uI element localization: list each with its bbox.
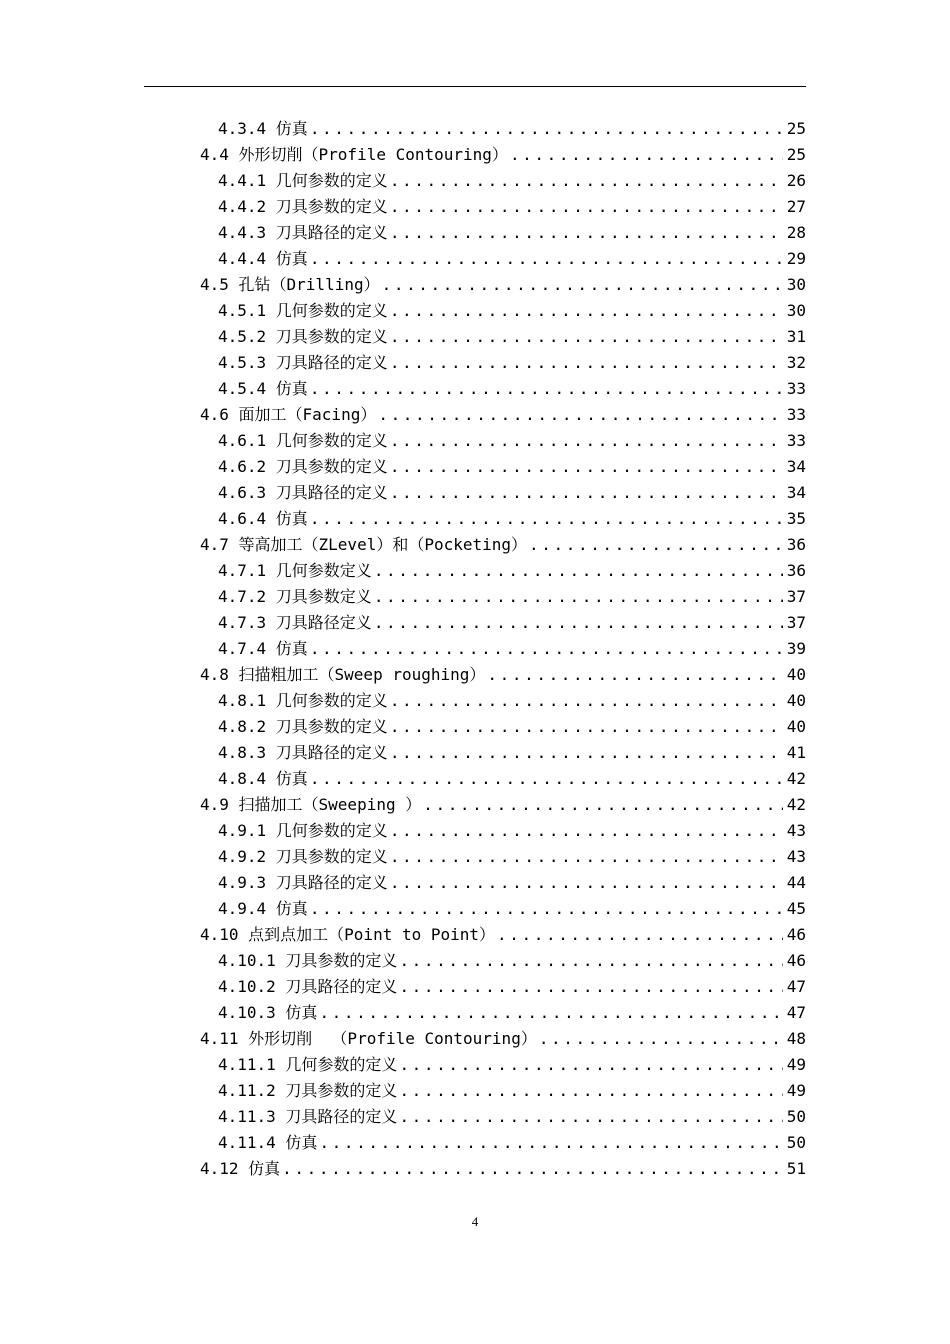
toc-dot-leader bbox=[282, 1156, 783, 1182]
toc-entry[interactable] bbox=[200, 974, 806, 1000]
toc-entry-title: 4.8.3 刀具路径的定义 bbox=[218, 743, 388, 762]
toc-entry[interactable] bbox=[200, 272, 806, 298]
toc-dot-leader bbox=[399, 1104, 782, 1130]
toc-entry-page: 40 bbox=[786, 691, 806, 710]
toc-entry-title: 4.8.2 刀具参数的定义 bbox=[218, 717, 388, 736]
toc-entry-page: 49 bbox=[786, 1081, 806, 1100]
toc-entry-page: 46 bbox=[786, 951, 806, 970]
toc-entry-page: 33 bbox=[786, 405, 806, 424]
toc-entry[interactable] bbox=[200, 558, 806, 584]
toc-entry[interactable] bbox=[200, 948, 806, 974]
toc-dot-leader bbox=[310, 116, 783, 142]
toc-dot-leader bbox=[399, 948, 782, 974]
toc-dot-leader bbox=[390, 480, 783, 506]
toc-entry-page: 30 bbox=[786, 301, 806, 320]
toc-entry-title: 4.10.2 刀具路径的定义 bbox=[218, 977, 398, 996]
toc-entry-page: 32 bbox=[786, 353, 806, 372]
toc-entry[interactable] bbox=[200, 792, 806, 818]
toc-entry-title: 4.6.4 仿真 bbox=[218, 509, 308, 528]
toc-entry[interactable] bbox=[200, 1078, 806, 1104]
toc-entry[interactable] bbox=[200, 740, 806, 766]
toc-entry[interactable] bbox=[200, 402, 806, 428]
toc-dot-leader bbox=[399, 1052, 782, 1078]
toc-entry[interactable] bbox=[200, 766, 806, 792]
toc-entry-title: 4.9 扫描加工（Sweeping ） bbox=[200, 795, 422, 814]
toc-entry-page: 43 bbox=[786, 821, 806, 840]
toc-entry[interactable] bbox=[200, 1000, 806, 1026]
toc-entry-title: 4.5.4 仿真 bbox=[218, 379, 308, 398]
toc-entry[interactable] bbox=[200, 1026, 806, 1052]
toc-entry[interactable] bbox=[200, 194, 806, 220]
toc-entry[interactable] bbox=[200, 220, 806, 246]
toc-dot-leader bbox=[497, 922, 783, 948]
toc-entry-title: 4.3.4 仿真 bbox=[218, 119, 308, 138]
toc-dot-leader bbox=[310, 636, 783, 662]
toc-entry[interactable] bbox=[200, 584, 806, 610]
page-number: 4 bbox=[471, 1214, 479, 1229]
toc-dot-leader bbox=[374, 558, 783, 584]
toc-dot-leader bbox=[310, 376, 783, 402]
toc-entry[interactable] bbox=[200, 480, 806, 506]
toc-entry[interactable] bbox=[200, 168, 806, 194]
toc-dot-leader bbox=[390, 428, 783, 454]
toc-dot-leader bbox=[319, 1000, 782, 1026]
toc-dot-leader bbox=[310, 246, 783, 272]
toc-dot-leader bbox=[378, 402, 782, 428]
toc-entry-title: 4.6.1 几何参数的定义 bbox=[218, 431, 388, 450]
toc-entry-page: 34 bbox=[786, 457, 806, 476]
toc-entry-page: 39 bbox=[786, 639, 806, 658]
toc-entry-page: 44 bbox=[786, 873, 806, 892]
toc-entry-page: 47 bbox=[786, 1003, 806, 1022]
toc-entry-page: 42 bbox=[786, 795, 806, 814]
toc-dot-leader bbox=[390, 324, 783, 350]
toc-dot-leader bbox=[529, 532, 783, 558]
toc-entry-title: 4.9.2 刀具参数的定义 bbox=[218, 847, 388, 866]
toc-entry[interactable] bbox=[200, 870, 806, 896]
toc-entry-title: 4.6.3 刀具路径的定义 bbox=[218, 483, 388, 502]
toc-entry[interactable] bbox=[200, 506, 806, 532]
toc-entry-page: 30 bbox=[786, 275, 806, 294]
toc-dot-leader bbox=[390, 844, 783, 870]
toc-entry[interactable] bbox=[200, 116, 806, 142]
toc-entry-page: 33 bbox=[786, 431, 806, 450]
toc-entry[interactable] bbox=[200, 1052, 806, 1078]
toc-entry-page: 36 bbox=[786, 561, 806, 580]
toc-entry[interactable] bbox=[200, 246, 806, 272]
toc-dot-leader bbox=[374, 610, 783, 636]
toc-entry[interactable] bbox=[200, 636, 806, 662]
toc-entry-page: 33 bbox=[786, 379, 806, 398]
toc-entry[interactable] bbox=[200, 688, 806, 714]
toc-entry-page: 37 bbox=[786, 613, 806, 632]
header-rule bbox=[144, 86, 806, 87]
toc-entry[interactable] bbox=[200, 1130, 806, 1156]
toc-entry[interactable] bbox=[200, 1104, 806, 1130]
toc-entry-page: 31 bbox=[786, 327, 806, 346]
toc-entry-title: 4.9.4 仿真 bbox=[218, 899, 308, 918]
toc-entry[interactable] bbox=[200, 298, 806, 324]
toc-entry-page: 42 bbox=[786, 769, 806, 788]
toc-entry-title: 4.10.3 仿真 bbox=[218, 1003, 318, 1022]
toc-dot-leader bbox=[390, 818, 783, 844]
toc-entry-page: 41 bbox=[786, 743, 806, 762]
toc-entry[interactable] bbox=[200, 1156, 806, 1182]
toc-dot-leader bbox=[390, 298, 783, 324]
toc-entry-title: 4.7.1 几何参数定义 bbox=[218, 561, 372, 580]
toc-entry-page: 40 bbox=[786, 665, 806, 684]
toc-entry-title: 4.9.1 几何参数的定义 bbox=[218, 821, 388, 840]
toc-entry-title: 4.11.4 仿真 bbox=[218, 1133, 318, 1152]
toc-dot-leader bbox=[390, 714, 783, 740]
toc-entry-title: 4.10.1 刀具参数的定义 bbox=[218, 951, 398, 970]
toc-entry-page: 50 bbox=[786, 1107, 806, 1126]
toc-dot-leader bbox=[382, 272, 783, 298]
toc-dot-leader bbox=[399, 1078, 782, 1104]
toc-entry-title: 4.12 仿真 bbox=[200, 1159, 281, 1178]
toc-entry-title: 4.7.4 仿真 bbox=[218, 639, 308, 658]
toc-entry[interactable] bbox=[200, 662, 806, 688]
toc-dot-leader bbox=[310, 896, 783, 922]
toc-entry[interactable] bbox=[200, 532, 806, 558]
toc-dot-leader bbox=[390, 870, 783, 896]
toc-entry-page: 45 bbox=[786, 899, 806, 918]
toc-dot-leader bbox=[423, 792, 783, 818]
toc-dot-leader bbox=[510, 142, 783, 168]
toc-entry-title: 4.8.1 几何参数的定义 bbox=[218, 691, 388, 710]
toc-entry-page: 36 bbox=[786, 535, 806, 554]
toc-dot-leader bbox=[539, 1026, 783, 1052]
toc-entry-page: 29 bbox=[786, 249, 806, 268]
toc-entry-page: 48 bbox=[786, 1029, 806, 1048]
toc-entry-title: 4.4.4 仿真 bbox=[218, 249, 308, 268]
toc-entry[interactable] bbox=[200, 454, 806, 480]
toc-entry-title: 4.4 外形切削（Profile Contouring） bbox=[200, 145, 508, 164]
toc-entry-page: 50 bbox=[786, 1133, 806, 1152]
toc-entry-page: 34 bbox=[786, 483, 806, 502]
toc-entry-title: 4.6 面加工（Facing） bbox=[200, 405, 377, 424]
toc-entry-title: 4.5.2 刀具参数的定义 bbox=[218, 327, 388, 346]
toc-entry-title: 4.4.2 刀具参数的定义 bbox=[218, 197, 388, 216]
toc-entry-page: 28 bbox=[786, 223, 806, 242]
toc-entry[interactable] bbox=[200, 376, 806, 402]
toc-dot-leader bbox=[390, 454, 783, 480]
toc-entry-title: 4.5.1 几何参数的定义 bbox=[218, 301, 388, 320]
toc-entry-page: 40 bbox=[786, 717, 806, 736]
toc-dot-leader bbox=[390, 688, 783, 714]
toc-entry-page: 47 bbox=[786, 977, 806, 996]
toc-entry-title: 4.5.3 刀具路径的定义 bbox=[218, 353, 388, 372]
toc-entry-title: 4.11.1 几何参数的定义 bbox=[218, 1055, 398, 1074]
toc-dot-leader bbox=[310, 506, 783, 532]
toc-entry-page: 43 bbox=[786, 847, 806, 866]
toc-entry-title: 4.5 孔钻（Drilling） bbox=[200, 275, 380, 294]
toc-dot-leader bbox=[487, 662, 782, 688]
toc-entry[interactable] bbox=[200, 142, 806, 168]
toc-entry-page: 49 bbox=[786, 1055, 806, 1074]
toc-entry[interactable] bbox=[200, 844, 806, 870]
toc-dot-leader bbox=[319, 1130, 782, 1156]
toc-entry-title: 4.7 等高加工（ZLevel）和（Pocketing） bbox=[200, 535, 528, 554]
toc-entry-title: 4.8 扫描粗加工（Sweep roughing） bbox=[200, 665, 486, 684]
table-of-contents bbox=[200, 116, 806, 1182]
toc-entry-page: 35 bbox=[786, 509, 806, 528]
toc-entry[interactable] bbox=[200, 896, 806, 922]
toc-entry-page: 27 bbox=[786, 197, 806, 216]
toc-dot-leader bbox=[390, 740, 783, 766]
toc-entry-title: 4.7.2 刀具参数定义 bbox=[218, 587, 372, 606]
toc-entry[interactable] bbox=[200, 714, 806, 740]
toc-entry-title: 4.11.2 刀具参数的定义 bbox=[218, 1081, 398, 1100]
toc-dot-leader bbox=[390, 350, 783, 376]
toc-entry-title: 4.9.3 刀具路径的定义 bbox=[218, 873, 388, 892]
toc-entry-title: 4.7.3 刀具路径定义 bbox=[218, 613, 372, 632]
toc-dot-leader bbox=[390, 220, 783, 246]
toc-entry-title: 4.4.3 刀具路径的定义 bbox=[218, 223, 388, 242]
toc-entry[interactable] bbox=[200, 350, 806, 376]
toc-dot-leader bbox=[390, 168, 783, 194]
toc-entry-title: 4.10 点到点加工（Point to Point） bbox=[200, 925, 496, 944]
toc-entry-title: 4.11.3 刀具路径的定义 bbox=[218, 1107, 398, 1126]
toc-entry-page: 26 bbox=[786, 171, 806, 190]
toc-entry-title: 4.4.1 几何参数的定义 bbox=[218, 171, 388, 190]
toc-entry-title: 4.8.4 仿真 bbox=[218, 769, 308, 788]
toc-entry-page: 46 bbox=[786, 925, 806, 944]
toc-dot-leader bbox=[390, 194, 783, 220]
toc-entry[interactable] bbox=[200, 428, 806, 454]
toc-entry-page: 37 bbox=[786, 587, 806, 606]
toc-entry[interactable] bbox=[200, 818, 806, 844]
toc-entry-title: 4.11 外形切削 （Profile Contouring） bbox=[200, 1029, 537, 1048]
toc-entry-page: 51 bbox=[786, 1159, 806, 1178]
toc-entry[interactable] bbox=[200, 610, 806, 636]
toc-dot-leader bbox=[310, 766, 783, 792]
toc-entry-title: 4.6.2 刀具参数的定义 bbox=[218, 457, 388, 476]
toc-entry-page: 25 bbox=[786, 119, 806, 138]
toc-entry[interactable] bbox=[200, 324, 806, 350]
toc-entry[interactable] bbox=[200, 922, 806, 948]
toc-entry-page: 25 bbox=[786, 145, 806, 164]
toc-dot-leader bbox=[399, 974, 782, 1000]
toc-dot-leader bbox=[374, 584, 783, 610]
